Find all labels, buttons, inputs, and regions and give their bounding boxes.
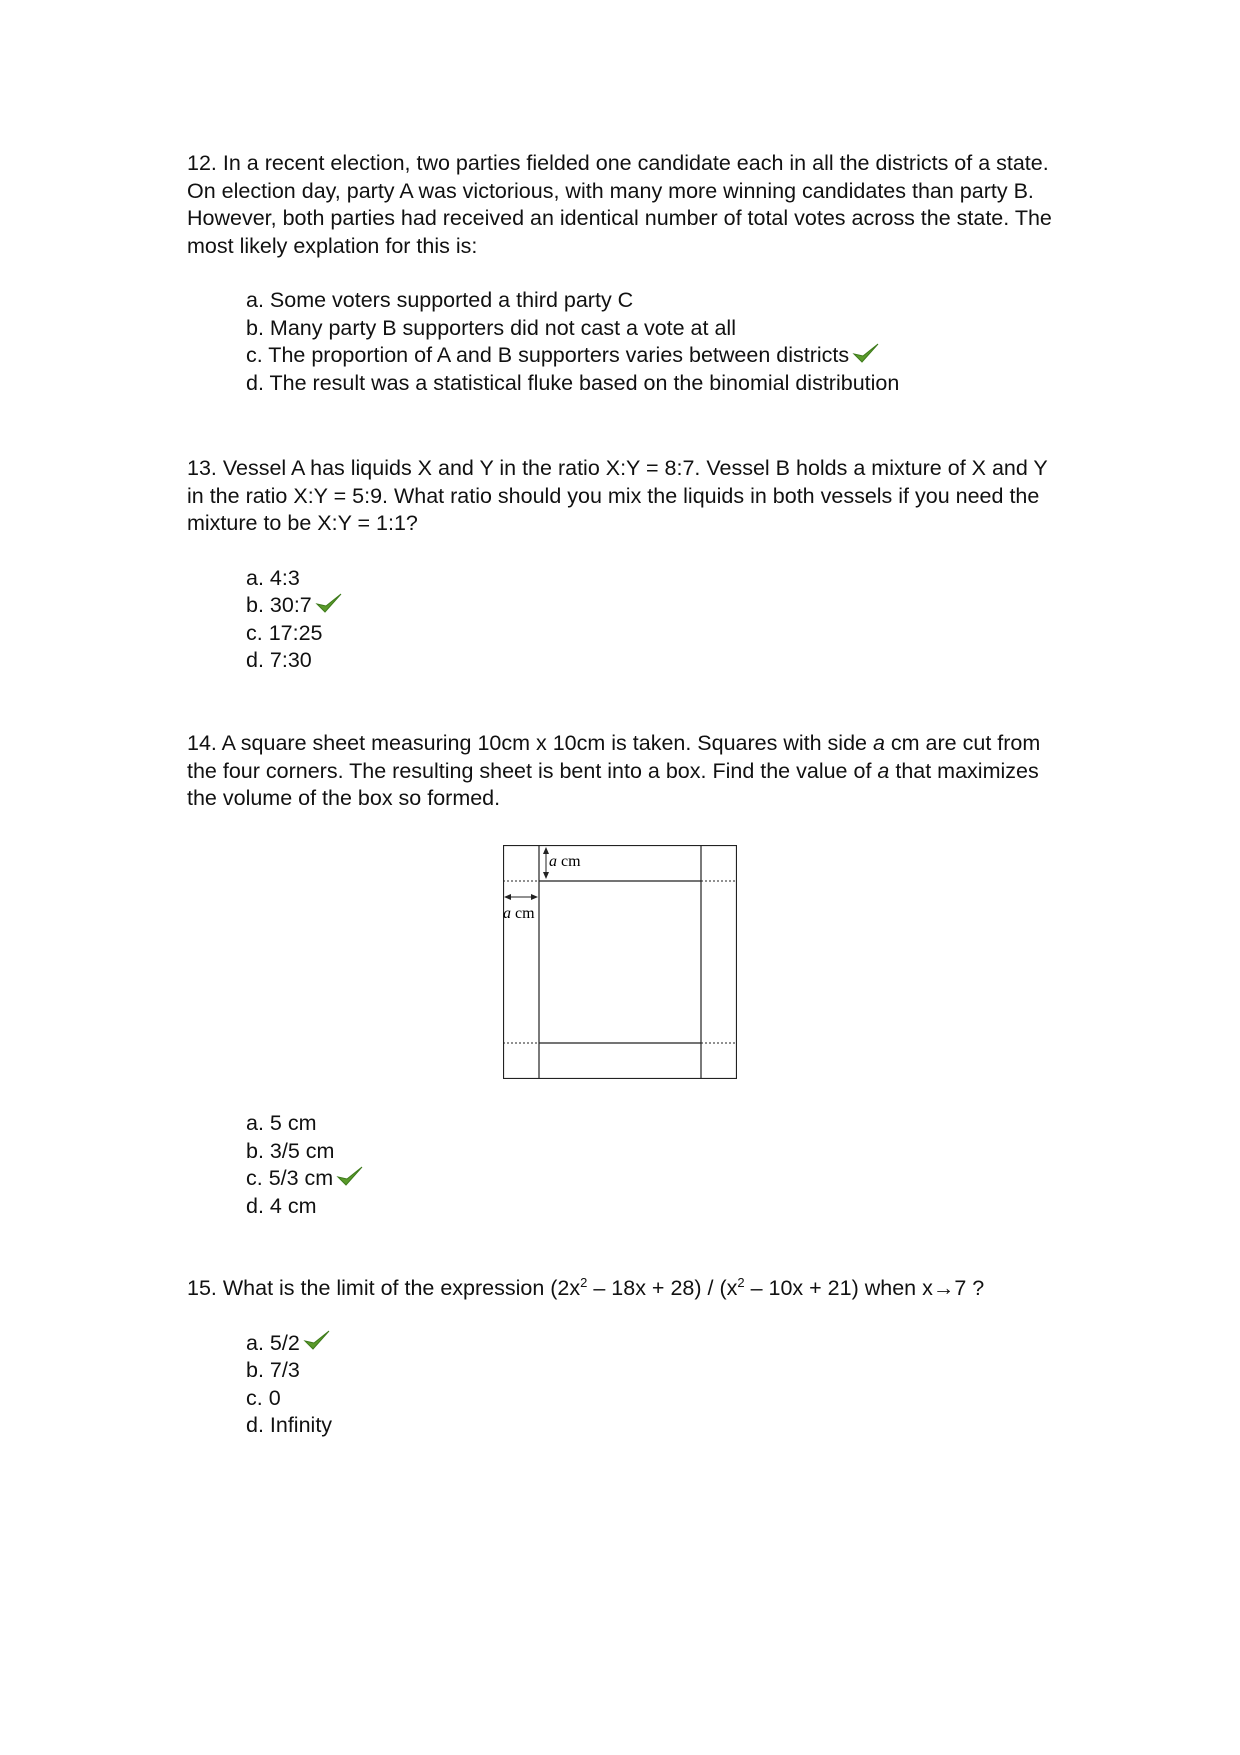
option-label: c. 5/3 cm [246, 1166, 334, 1190]
option-c [246, 1385, 1067, 1413]
options-list [187, 1110, 1067, 1220]
options-list [187, 565, 1067, 675]
option-a [246, 287, 1067, 315]
check-icon [303, 1329, 331, 1351]
option-b [246, 315, 1067, 343]
option-c [246, 620, 1067, 648]
question-13 [187, 455, 1067, 675]
option-a [246, 1330, 1067, 1358]
option-d [246, 1193, 1067, 1221]
option-label: a. 5 cm [246, 1111, 317, 1135]
question-text: 12. In a recent election, two parties fielded one candidate each in all the districts of a state. On election day, party A was victorious, with many more winning candidates than party B. However, both parties had received an identical number of total votes across the state. The most likely explation for this is: [187, 151, 1052, 258]
option-label: c. 17:25 [246, 620, 323, 645]
label-left: a cm [503, 905, 535, 922]
option-a [246, 565, 1067, 593]
check-icon [852, 342, 880, 364]
option-b [246, 592, 1067, 620]
option-b [246, 1357, 1067, 1385]
label-top: a cm [549, 853, 581, 870]
option-b [246, 1138, 1067, 1166]
options-list [187, 1330, 1067, 1440]
option-label: a. Some voters supported a third party C [246, 288, 634, 312]
option-label: b. 3/5 cm [246, 1138, 335, 1163]
question-text: 13. Vessel A has liquids X and Y in the ratio X:Y = 8:7. Vessel B holds a mixture of X and Y in the ratio X:Y = 5:9. What ratio should you mix the liquids in both vessels if you need the mixture to be X:Y = 1:1? [187, 456, 1048, 535]
option-label: a. 5/2 [246, 1330, 300, 1355]
question-14-options [187, 1110, 1067, 1220]
question-15 [187, 1275, 1067, 1440]
check-icon [336, 1165, 364, 1187]
option-label: d. 7:30 [246, 648, 312, 672]
option-label: b. 30:7 [246, 593, 312, 617]
option-label: d. The result was a statistical fluke based on the binomial distribution [246, 370, 900, 395]
option-c [246, 342, 1067, 370]
option-label: b. 7/3 [246, 1358, 300, 1382]
question-text: 14. A square sheet measuring 10cm x 10cm is taken. Squares with side a cm are cut from the four corners. The resulting sheet is bent into a box. Find the value of a that maximizes the volume of the box so formed. [187, 731, 1041, 810]
option-d [246, 370, 1067, 398]
question-text: 15. What is the limit of the expression $(2x^2 - 18x + 28) / (x^2 - 10x + 21)$ when x→7 ? [187, 1274, 985, 1300]
question-12 [187, 150, 1067, 397]
option-label: d. Infinity [246, 1413, 333, 1437]
options-list [187, 287, 1067, 397]
box-net-figure [503, 845, 737, 1079]
option-c [246, 1165, 1067, 1193]
option-label: b. Many party B supporters did not cast a vote at all [246, 315, 736, 340]
option-label: d. 4 cm [246, 1193, 317, 1218]
question-14 [187, 730, 1067, 813]
option-label: a. 4:3 [246, 565, 300, 590]
option-d [246, 647, 1067, 675]
option-label: c. The proportion of A and B supporters varies between districts [246, 343, 850, 367]
option-d [246, 1412, 1067, 1440]
check-icon [315, 592, 343, 614]
option-a [246, 1110, 1067, 1138]
option-label: c. 0 [246, 1385, 281, 1410]
